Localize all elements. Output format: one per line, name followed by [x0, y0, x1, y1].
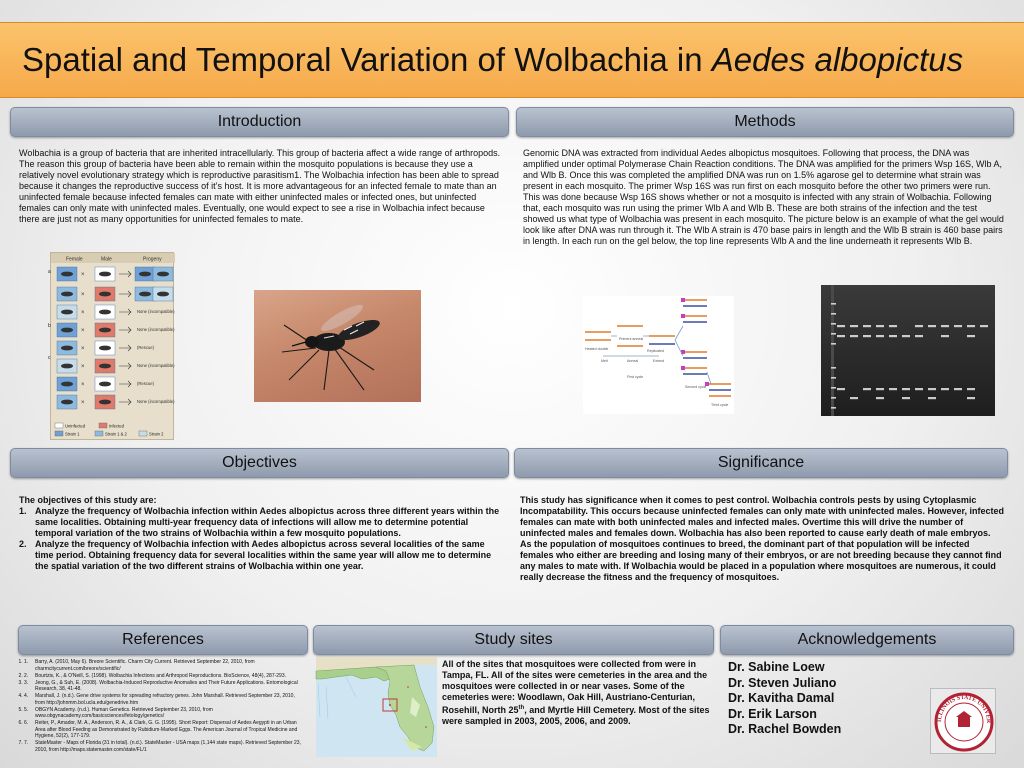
cross-symbol: × [81, 400, 85, 406]
mosquito-body [99, 346, 111, 351]
cross-row [57, 323, 175, 337]
arrow-icon [119, 345, 131, 351]
objective-item: 1. Analyze the frequency of Wolbachia infection within Aedes albopictus across three different years within the same localities. Obtaining multi-year frequency data of infections will allow me to determine potential temporal variation of the two strains of Wolbachia within a few mosquito populations. [19, 506, 500, 538]
legend-strain-2: Strain 2 [149, 431, 164, 437]
mosquito-body [99, 364, 111, 369]
gel-band [902, 397, 910, 399]
diagram-legend [55, 423, 164, 437]
ladder-band [831, 323, 836, 325]
gel-band [980, 325, 988, 327]
ladder-band [831, 387, 836, 389]
arrow-icon [119, 381, 131, 387]
mosquito-body [61, 272, 73, 277]
cross-outcome: (Rescue) [137, 345, 154, 350]
gel-band [967, 325, 975, 327]
significance-text: This study has significance when it comes to pest control. Wolbachia controls pests by using Cytoplasmic Incompatability. This occurs because uninfected females can only mate with uninfected males. However, infected females can mate with both uninfected males and infected males. Overtime this will drive the number of uninfected males and females down. Wolbachia has also been reported to cause early death of male embryos. As the population of mosquitoes continues to breed, the dominant part of that population will be infected females who either are breeding and losing many of their embryos, or are not breeding because they cannot find any males to mate with. If Wolbachia would be placed in a population where mosquitoes are numerous, it could really decrease the fitness and the frequency of mosquitoes. [520, 495, 1004, 582]
cross-row [57, 377, 155, 391]
gel-band [889, 335, 897, 337]
legend-infected: Infected [109, 423, 124, 429]
pcr-label-replicated: Replicated [647, 349, 664, 353]
mosquito-body [139, 292, 151, 297]
ack-name: Dr. Erik Larson [728, 706, 817, 721]
gel-band [928, 388, 936, 390]
legend-strain-1: Strain 1 [65, 431, 80, 437]
pcr-label-first-cycle: First cycle [627, 375, 644, 379]
legend-uninfected: Uninfected [65, 423, 86, 429]
incompatibility-diagram-svg [48, 253, 175, 441]
introduction-heading: Introduction [10, 107, 509, 137]
ladder-band [831, 303, 836, 305]
pcr-label-third-cycle: Third cycle [711, 403, 729, 407]
ack-name: Dr. Rachel Bowden [728, 722, 842, 736]
reference-item: 4. 4. Marshall, J. (n.d.). Gene drive systems for spreading refractory genes. John Marshall. Retrieved September 23, 2010, from http://johnmm.bol.ucla.edu/genedrive.htm [24, 693, 304, 706]
row-letter-a: a [48, 269, 51, 275]
gel-band [876, 335, 884, 337]
cross-symbol: × [81, 272, 85, 278]
mosquito-body [139, 272, 151, 277]
cross-row [57, 305, 175, 319]
gel-band [902, 388, 910, 390]
methods-heading: Methods [516, 107, 1014, 137]
cross-row [57, 287, 173, 301]
pcr-label-anneal: Anneal [627, 359, 639, 363]
gel-band [876, 325, 884, 327]
incompatibility-diagram [50, 252, 174, 440]
cross-symbol: × [81, 292, 85, 298]
cross-symbol: × [81, 328, 85, 334]
cross-symbol: × [81, 382, 85, 388]
ack-name: Dr. Sabine Loew [728, 660, 825, 674]
mosquito-body [99, 292, 111, 297]
ack-name: Dr. Steven Juliano [728, 675, 837, 690]
legend-strain-1-2: Strain 1 & 2 [105, 431, 127, 437]
ladder-band [831, 313, 836, 315]
objective-item: 2. Analyze the frequency of Wolbachia infection with Aedes albopictus across several localities of the same time period. Obtaining frequency data for several localities within the same year will allow me to determine the spatial variation of the two different strains of Wolbachia within one year. [19, 539, 492, 571]
ladder-band [831, 333, 836, 335]
methods-text: Genomic DNA was extracted from individual Aedes albopictus mosquitoes. Following that process, the DNA was amplified under optimal Polymerase Chain Reaction conditions. The DNA was amplified for the primers Wsp 16S, Wlb A, and Wlb B. Once this was completed the amplified DNA was run on 1.5% agarose gel to determine what strain was present in each mosquito. The primer Wsp 16S was run first on each mosquito before the other two primers were run. This was done because Wsp 16S shows whether or not a mosquito is infected with any strain of Wolbachia. Following that, each mosquito was run using the primer Wlb A and Wlb B. These are both strains of the infection and the test showed us what type of Wolbachia was present in each mosquito. The picture below is an example of what the gel would look like after DNA was run through it. The Wlb A strain is 470 base pairs in length and the Wlb B strain is 460 base pairs in length. In each run on the gel below, the top line represents Wlb A and the line underneath it represents Wlb B. [523, 148, 1004, 246]
gel-band [928, 325, 936, 327]
objectives-list [19, 506, 503, 572]
objectives-body [19, 495, 503, 572]
gel-band [876, 397, 884, 399]
florida-map-svg [316, 657, 437, 757]
cross-symbol: × [81, 310, 85, 316]
mosquito-body [99, 310, 111, 315]
cross-row [57, 395, 175, 409]
cross-symbol: × [81, 346, 85, 352]
mosquito-body [157, 272, 169, 277]
gel-band [915, 388, 923, 390]
gel-band [876, 388, 884, 390]
pcr-label-second-cycle: Second cycle [685, 385, 707, 389]
pcr-label-melt: Melt [601, 359, 608, 363]
mosquito-body [61, 364, 73, 369]
mosquito-body [99, 382, 111, 387]
pcr-label-heated: Heated double [585, 347, 609, 351]
ack-name: Dr. Kavitha Damal [728, 691, 835, 705]
pcr-label-primers: Primers anneal [619, 337, 644, 341]
cross-row [57, 359, 175, 373]
arrow-icon [119, 363, 131, 369]
study-sites-heading: Study sites [313, 625, 714, 655]
cross-row [57, 267, 173, 281]
gel-band [837, 325, 845, 327]
gel-band [954, 325, 962, 327]
acknowledgements-list [728, 660, 841, 738]
introduction-text: Wolbachia is a group of bacteria that are inherited intracellularly. This group of bacteria affect a wide range of arthropods. The reason this group of bacteria have been able to remain within the mosquito populations is because they use a relatively novel evolutionary strategy which is reproductive parasitism1. The Wolbachia infection has been able to spread because it changes the reproductive success of it’s host. It is more advantageous for an infected female to mate than an uninfected female because infected females can mate with either uninfected males or infected ones, but uninfected females can only mate with uninfected males. Eventually, one would expect to see a rise in Wolbachia infect because there are just not as many opportunities for uninfected females to mate. [19, 148, 501, 224]
ladder-band [831, 407, 836, 409]
objectives-intro: The objectives of this study are: [19, 495, 157, 505]
mosquito-body [99, 272, 111, 277]
poster-title-bar [0, 22, 1024, 98]
gel-band [967, 397, 975, 399]
reference-item: 2. 2. Bourtzis, K., & O'Neill, S. (1998). Wolbachia Infections and Arthropod Reproductions. BioScience, 48(4), 287-293. [24, 673, 304, 680]
arrow-icon [119, 309, 131, 315]
mosquito-rows [57, 267, 175, 409]
col-header-progeny: Progeny [143, 256, 162, 263]
ladder-band [831, 377, 836, 379]
reference-item: 5. 5. OBGYN Academy. (n.d.). Human Genetics. Retrieved September 23, 2010, from www.obgynacademy.com/basicsciences/fetology/genetics/ [24, 707, 304, 720]
mosquito-body [61, 292, 73, 297]
mosquito-body [99, 400, 111, 405]
arrow-icon [119, 271, 131, 277]
pcr-diagram [583, 296, 734, 414]
gel-band [850, 335, 858, 337]
pcr-label-extend: Extend [653, 359, 665, 363]
gel-band [954, 388, 962, 390]
ladder-band [831, 343, 836, 345]
gel-band [863, 388, 871, 390]
row-letter-b: b [48, 323, 51, 329]
gel-band [967, 388, 975, 390]
arrow-icon [119, 399, 131, 405]
cross-outcome: None (incompatible) [137, 399, 175, 404]
mosquito-body [61, 328, 73, 333]
gel-band [863, 325, 871, 327]
col-header-male: Male [101, 256, 112, 263]
reference-item: 1. 1. Barry, A. (2010, May 6). Breore Scientific. Charm City Current. Retrieved September 22, 2010, from charmcitycurrent.com/breore/scientific/ [24, 659, 304, 672]
poster-title: Spatial and Temporal Variation of Wolbachia in Aedes albopictus [22, 41, 964, 78]
col-header-female: Female [66, 256, 83, 263]
pcr-diagram-svg [583, 296, 734, 414]
gel-band [863, 335, 871, 337]
cross-row [57, 341, 155, 355]
cross-outcome: None (incompatible) [137, 363, 175, 368]
mosquito-body [61, 400, 73, 405]
gel-band [889, 388, 897, 390]
gel-band [837, 388, 845, 390]
mosquito-body [61, 310, 73, 315]
arrow-icon [119, 327, 131, 333]
ladder-band [831, 367, 836, 369]
university-seal-logo [930, 688, 996, 754]
objectives-heading: Objectives [10, 448, 509, 478]
gel-band [902, 335, 910, 337]
gel-band [941, 388, 949, 390]
reference-item: 7. 7. StateMaster - Maps of Florida (31 in total). (n.d.). StateMaster - USA maps (1,144 state maps). Retrieved September 23, 2010, from http://maps.statemaster.com/state/FL/1 [24, 740, 304, 753]
florida-map [316, 657, 437, 757]
significance-heading: Significance [514, 448, 1008, 478]
gel-band [837, 335, 845, 337]
mosquito-illustration [254, 290, 421, 402]
species-name: Aedes albopictus [711, 41, 964, 78]
cross-outcome: None (incompatible) [137, 327, 175, 332]
mosquito-body [157, 292, 169, 297]
references-list [24, 659, 304, 754]
gel-band [928, 397, 936, 399]
gel-band [850, 397, 858, 399]
mosquito-body [61, 346, 73, 351]
mosquito-body [99, 328, 111, 333]
cross-outcome: (Rescue) [137, 381, 154, 386]
seal-text: ILLINOIS STATE UNIVER [936, 694, 992, 724]
gel-band [941, 325, 949, 327]
gel-bands [821, 285, 995, 416]
gel-band [850, 325, 858, 327]
gel-band [915, 325, 923, 327]
acknowledgements-heading: Acknowledgements [720, 625, 1014, 655]
study-sites-text: All of the sites that mosquitoes were collected from were in Tampa, FL. All of the sites were cemeteries in the area and the mosquitoes were collected in or near vases. Some of the cemeteries were: Woodlawn, Oak Hill, Austriano-Centurian, Rosehill, North 25th, and Myrtle Hill Cemetery. Most of the sites were sampled in 2003, 2005, 2006, and 2009. [442, 659, 710, 726]
gel-band [941, 335, 949, 337]
mosquito-body [61, 382, 73, 387]
cross-symbol: × [81, 364, 85, 370]
gel-band [967, 335, 975, 337]
gel-band [889, 325, 897, 327]
arrow-icon [119, 291, 131, 297]
row-letter-c: c [48, 355, 51, 361]
gel-band [915, 335, 923, 337]
reference-item: 3. 3. Jeong, G., & Suh, E. (2008). Wolbachia-Induced Reproductive Anomalies and Their Future Applications. Entomological Research, 38, 41-48. [24, 680, 304, 693]
seal-icon [931, 689, 997, 755]
ladder-band [831, 397, 836, 399]
mosquito-photo [254, 290, 421, 402]
gel-photo [821, 285, 995, 416]
references-heading: References [18, 625, 308, 655]
reference-item: 6. 6. Reiter, P., Amador, M. A., Anderson, R. A., & Clark, G. G. (1995). Short Report: Dispersal of Aedes Aegypti in an Urban Area after Blood Feeding as Demonstrated by Rubidium-Marked Eggs. The American Journal of Tropical Medicine and Hygiene, 52(2), 177-179. [24, 720, 304, 740]
cross-outcome: None (incompatible) [137, 309, 175, 314]
